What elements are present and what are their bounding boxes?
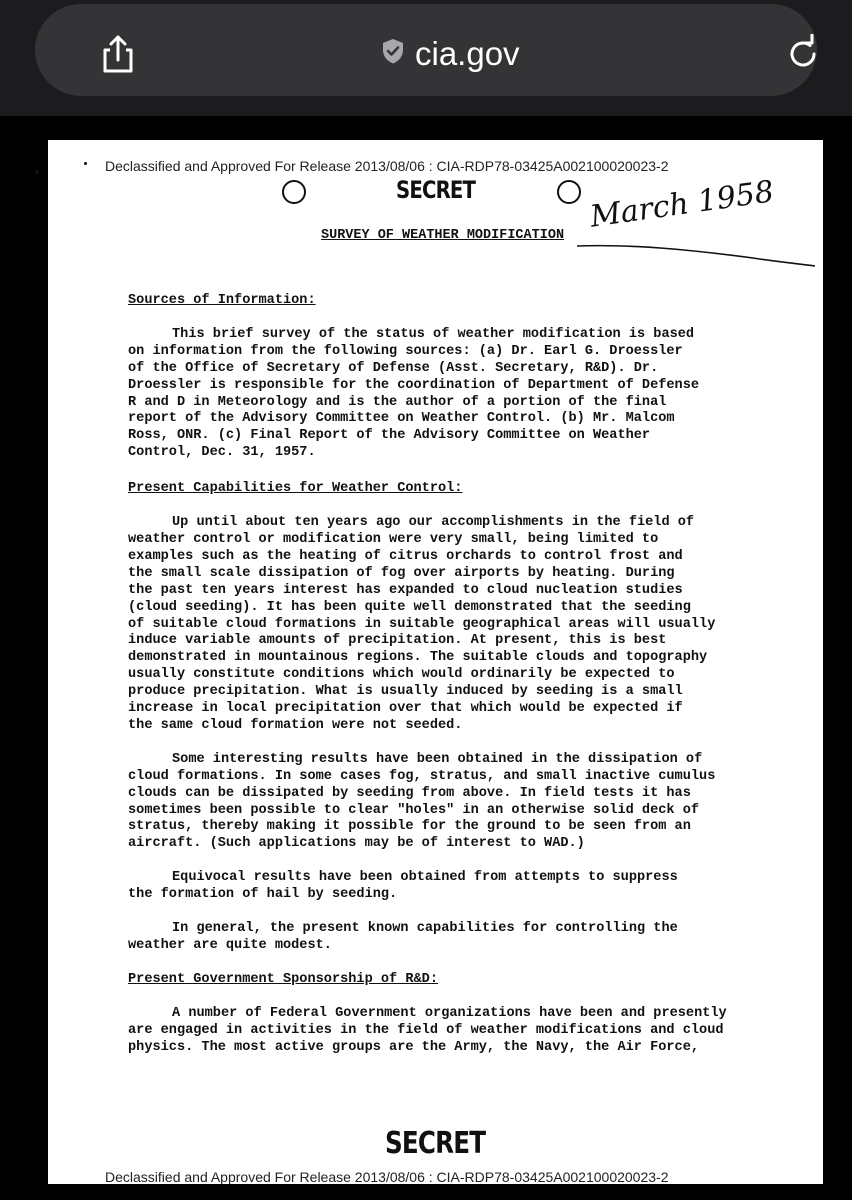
classification-bottom: SECRET xyxy=(385,1126,486,1161)
document-title: SURVEY OF WEATHER MODIFICATION xyxy=(321,228,565,243)
scan-mark xyxy=(35,170,39,174)
browser-address-bar xyxy=(0,0,852,116)
punch-hole-right xyxy=(557,180,581,204)
paragraph: Equivocal results have been obtained from attempts to suppress the formation of hail by seeding. xyxy=(128,870,678,903)
release-stamp-bottom: Declassified and Approved For Release 2013/08/06 : CIA-RDP78-03425A002100020023-2 xyxy=(105,1169,669,1184)
section-heading: Present Government Sponsorship of R&D: xyxy=(128,971,438,987)
url-field[interactable] xyxy=(35,4,817,96)
punch-hole-left xyxy=(282,180,306,204)
page-viewport[interactable] xyxy=(0,116,852,1200)
domain-label[interactable] xyxy=(381,34,520,74)
handwritten-date: March 1958 xyxy=(588,174,777,235)
share-icon[interactable] xyxy=(99,34,137,74)
classification-top: SECRET xyxy=(396,176,476,204)
shield-check-icon xyxy=(381,35,405,73)
paragraph: In general, the present known capabilities for controlling the weather are quite modest. xyxy=(128,921,678,953)
handwritten-underline xyxy=(573,236,818,276)
release-stamp-top: Declassified and Approved For Release 2013/08/06 : CIA-RDP78-03425A002100020023-2 xyxy=(105,158,669,174)
paragraph: Up until about ten years ago our accomplishments in the field of weather control or modification were very small, being limited to examples such as the heating of citrus orchards to control frost and the small scale dissipation of fog over airports by heating. During the past ten years interest has expanded to cloud nucleation studies (cloud seeding). It has been quite well demonstrated that the seeding of suitable cloud formations in suitable geographical areas will usually induce variable amounts of precipitation. At present, this is best demonstrated in mountainous regions. The suitable clouds and topography usually constitute conditions which would ordinarily be expected to produce precipitation. What is usually induced by seeding is a small increase in local precipitation over that which would be expected if the same cloud formation were not seeded. xyxy=(128,515,716,733)
reload-icon[interactable] xyxy=(783,34,823,74)
paragraph: A number of Federal Government organizations have been and presently are engaged in activities in the field of weather modifications and cloud physics. The most active groups are the Army, the Navy, the Air Force, xyxy=(128,1005,727,1055)
paragraph: This brief survey of the status of weather modification is based on information from the following sources: (a) Dr. Earl G. Droessler of the Office of Secretary of Defense (Asst. Secretary, R&D). Dr. Droessler is responsible for the coordination of Department of Defense R and D in Meteorology and is the author of a portion of the final report of the Advisory Committee on Weather Control. (b) Mr. Malcom Ross, ONR. (c) Final Report of the Advisory Committee on Weather Control, Dec. 31, 1957. xyxy=(128,326,700,461)
domain-text: cia.gov xyxy=(415,35,520,72)
document-body xyxy=(128,293,808,1057)
scan-mark xyxy=(84,162,87,165)
section-heading: Present Capabilities for Weather Control: xyxy=(128,481,463,497)
section-heading: Sources of Information: xyxy=(128,293,316,308)
document-page xyxy=(48,140,823,1184)
paragraph: Some interesting results have been obtained in the dissipation of cloud formations. In some cases fog, stratus, and small inactive cumulus clouds can be dissipated by seeding from above. In field tests it has sometimes been possible to clear "holes" in an otherwise solid deck of stratus, thereby making it possible for the ground to be seen from an aircraft. (Such applications may be of interest to WAD.) xyxy=(128,751,716,852)
